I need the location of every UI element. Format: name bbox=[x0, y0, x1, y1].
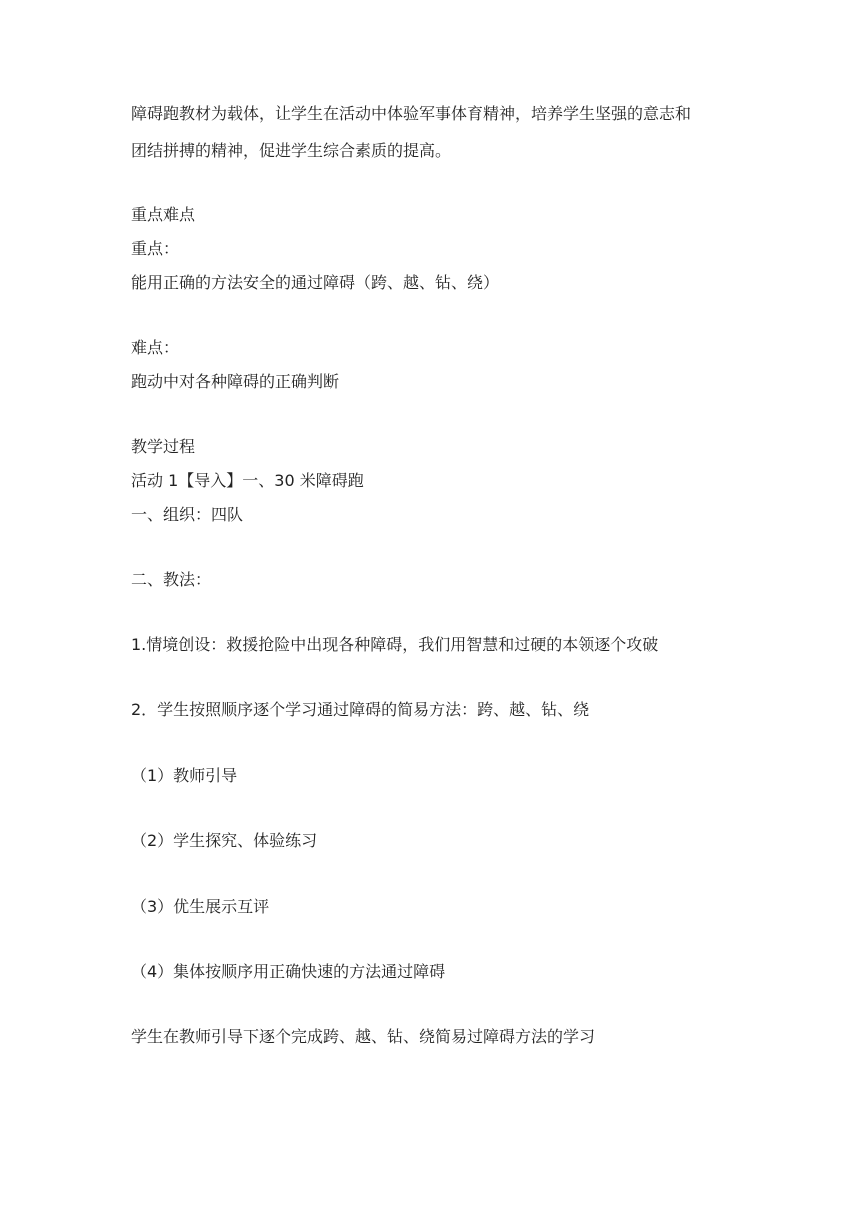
process-heading: 教学过程 bbox=[131, 437, 196, 456]
organization-text: 一、组织：四队 bbox=[131, 505, 244, 524]
difficulty-text: 跑动中对各种障碍的正确判断 bbox=[131, 372, 340, 391]
key-text: 能用正确的方法安全的通过障碍（跨、越、钻、绕） bbox=[131, 273, 500, 292]
intro-line-2: 团结拼搏的精神，促进学生综合素质的提高。 bbox=[131, 141, 452, 160]
sub-step: （1）教师引导 bbox=[131, 766, 238, 785]
intro-line-1: 障碍跑教材为载体，让学生在活动中体验军事体育精神，培养学生坚强的意志和 bbox=[131, 104, 692, 123]
method-title: 二、教法： bbox=[131, 570, 212, 589]
difficulty-label: 难点： bbox=[131, 338, 180, 357]
sub-step: （2）学生探究、体验练习 bbox=[131, 831, 318, 850]
sub-step: （4）集体按顺序用正确快速的方法通过障碍 bbox=[131, 962, 446, 981]
student-activity-text: 学生在教师引导下逐个完成跨、越、钻、绕简易过障碍方法的学习 bbox=[131, 1027, 596, 1046]
step-2: 2．学生按照顺序逐个学习通过障碍的简易方法：跨、越、钻、绕 bbox=[131, 700, 590, 719]
key-points-heading: 重点难点 bbox=[131, 205, 196, 224]
sub-step: （3）优生展示互评 bbox=[131, 897, 270, 916]
step-1: 1.情境创设：救援抢险中出现各种障碍，我们用智慧和过硬的本领逐个攻破 bbox=[131, 635, 659, 654]
key-label: 重点： bbox=[131, 239, 180, 258]
activity-title: 活动 1【导入】一、30 米障碍跑 bbox=[131, 471, 364, 490]
